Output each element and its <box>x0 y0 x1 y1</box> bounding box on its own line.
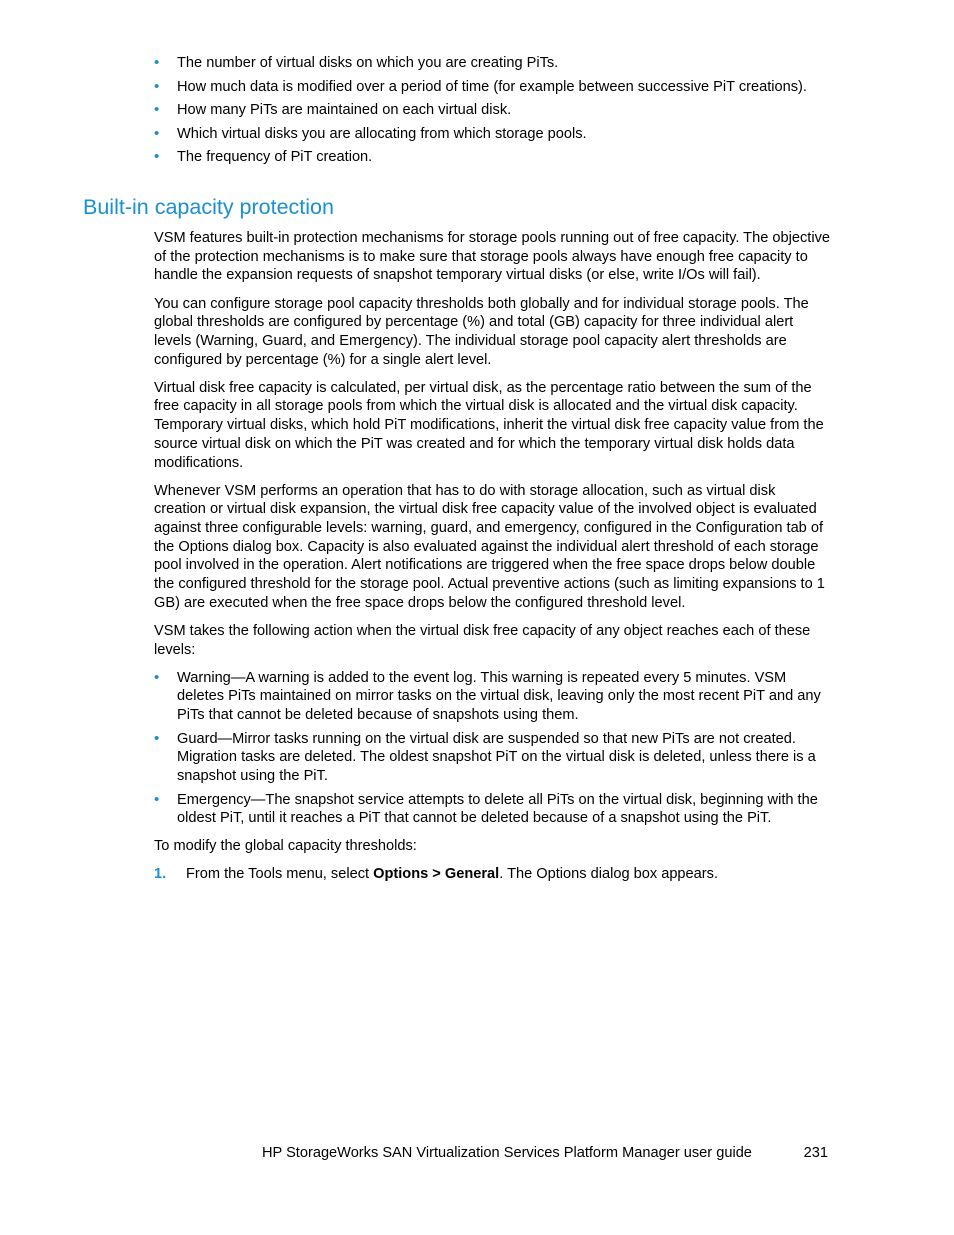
list-item <box>154 54 834 73</box>
bullet-glyph: • <box>154 790 160 808</box>
ui-menu-path: Options > General <box>373 866 500 883</box>
bullet-glyph: • <box>154 101 160 118</box>
list-item <box>154 125 834 144</box>
bullet-glyph: • <box>154 77 160 95</box>
bullet-glyph: • <box>154 668 160 686</box>
step-text-after: . The Options dialog box appears. <box>499 866 718 883</box>
section-heading: Built-in capacity protection <box>83 195 334 219</box>
page-number: 231 <box>803 1145 828 1161</box>
procedure-steps <box>154 865 830 884</box>
procedure-intro: To modify the global capacity thresholds: <box>154 838 417 855</box>
paragraph: Whenever VSM performs an operation that has to do with storage allocation, such as virtual disk creation or virtual disk expansion, the virtual disk free capacity value of the involved object is evaluated against three configurable levels: warning, guard, and emergency, configured in the Configuration tab of the Options dialog box. Capacity is also evaluated against the individual alert threshold of each storage pool involved in the operation. Alert notifications are triggered when the free space drops below double the configured threshold for the storage pool. Actual preventive actions (such as limiting expansions to 1 GB) are executed when the free space drops below the configured threshold level. <box>154 482 825 611</box>
list-item-text: Which virtual disks you are allocating from which storage pools. <box>177 125 587 142</box>
list-item <box>154 101 834 120</box>
list-item-text: How many PiTs are maintained on each virtual disk. <box>177 102 512 118</box>
list-item-text: Emergency—The snapshot service attempts to delete all PiTs on the virtual disk, beginning with the oldest PiT, until it reaches a PiT that cannot be deleted because of a snapshot using the PiT. <box>177 791 818 827</box>
list-item-text: How much data is modified over a period of time (for example between successive PiT creations). <box>177 78 807 95</box>
paragraph: You can configure storage pool capacity thresholds both globally and for individual storage pools. The global thresholds are configured by percentage (%) and total (GB) capacity for three individual alert levels (Warning, Guard, and Emergency). The individual storage pool capacity alert thresholds are configured by percentage (%) for a single alert level. <box>154 295 809 368</box>
bullet-glyph: • <box>154 124 160 142</box>
alert-levels-list <box>154 669 830 828</box>
list-item <box>154 730 830 786</box>
bullet-glyph: • <box>154 148 160 165</box>
procedure-step <box>154 865 830 884</box>
step-text-before: From the Tools menu, select <box>186 866 374 883</box>
bullet-glyph: • <box>154 729 160 747</box>
bullet-glyph: • <box>154 54 160 71</box>
sizing-factors-list <box>154 54 834 172</box>
list-item-text: Guard—Mirror tasks running on the virtual disk are suspended so that new PiTs are not created. Migration tasks are deleted. The oldest snapshot PiT on the virtual disk is deleted, unless there is a snapshot using the PiT. <box>177 730 816 785</box>
list-item <box>154 791 830 828</box>
step-number: 1. <box>154 866 167 883</box>
list-item-text: The frequency of PiT creation. <box>177 149 373 165</box>
list-item-text: Warning—A warning is added to the event log. This warning is repeated every 5 minutes. VSM deletes PiTs maintained on mirror tasks on the virtual disk, leaving only the most recent PiT and any PiTs that cannot be deleted because of snapshots using them. <box>177 669 821 724</box>
footer-document-title: HP StorageWorks SAN Virtualization Services Platform Manager user guide <box>262 1145 752 1161</box>
list-item <box>154 78 834 97</box>
paragraph: VSM takes the following action when the virtual disk free capacity of any object reaches each of these levels: <box>154 622 811 658</box>
paragraph: VSM features built-in protection mechanisms for storage pools running out of free capacity. The objective of the protection mechanisms is to make sure that storage pools always have enough free capacity to handle the expansion requests of snapshot temporary virtual disks (or else, write I/Os will fail). <box>154 230 830 284</box>
list-item <box>154 148 834 167</box>
list-item-text: The number of virtual disks on which you are creating PiTs. <box>177 55 559 71</box>
section-body <box>154 229 830 884</box>
paragraph: Virtual disk free capacity is calculated, per virtual disk, as the percentage ratio between the sum of the free capacity in all storage pools from which the virtual disk is allocated and the virtual disk capacity. Temporary virtual disks, which hold PiT modifications, inherit the virtual disk free capacity value from the source virtual disk on which the PiT was created and for which the temporary virtual disk holds data modifications. <box>154 379 824 471</box>
list-item <box>154 669 830 725</box>
